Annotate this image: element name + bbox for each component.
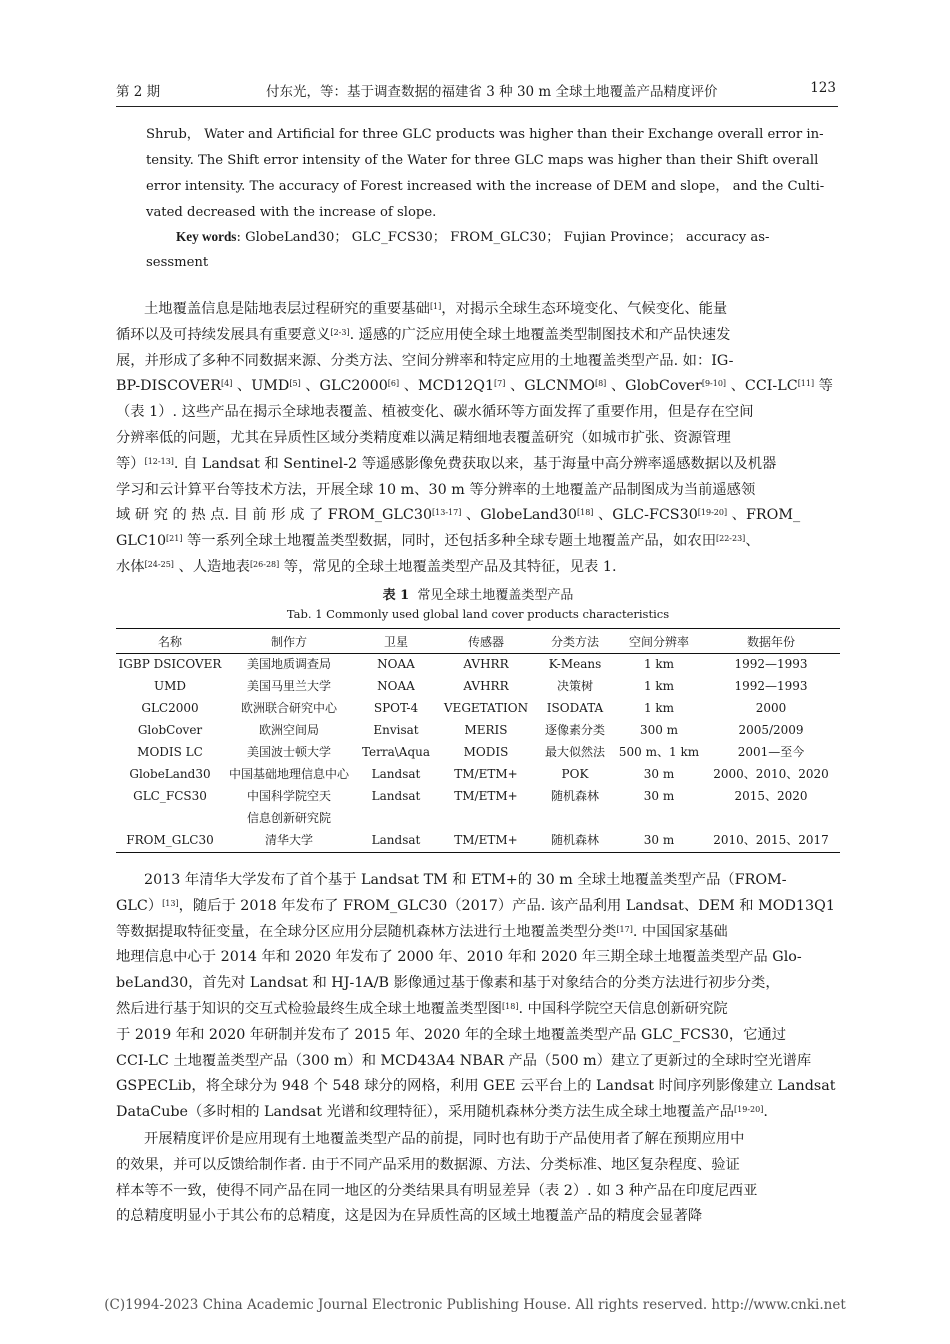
citation: [4] bbox=[221, 379, 233, 389]
citation: [13-17] bbox=[432, 508, 462, 518]
keywords-text: : GlobeLand30； GLC_FCS30； FROM_GLC30； Fujian Province； accuracy as- bbox=[236, 230, 770, 245]
citation: [24-25] bbox=[144, 559, 174, 569]
citation: [5] bbox=[289, 379, 301, 389]
abstract-line: error intensity. The accuracy of Forest increased with the increase of DEM and slope， and the Culti- bbox=[146, 179, 825, 194]
paragraph-products: 2013 年清华大学发布了首个基于 Landsat TM 和 ETM+的 30 m 全球土地覆盖类型产品（FROM- GLC）[13]，随后于 2018 年发布了 FROM_GLC30（2017）产品. 该产品利用 Landsat、DEM 和 MOD13Q1 等数据提取特征变量，在全球分区应用分层随机森林方法进行土地覆盖类型分类[17]. 中国国家基础 地理信息中心于 2014 年和 2020 年发布了 2000 年、2010 年和 2020 年三期全球土地覆盖类型产品 Glo- beLand30，首先对 Landsat 和 HJ-1A/B 影像通过基于像素和基于对象结合的分类方法进行初步分类， 然后进行基于知识的交互式检验最终生成全球土地覆盖类型图[18]. 中国科学院空天信息创新研究院 于 2019 年和 2020 年研制并发布了 2015 年、2020 年的全球土地覆盖类型产品 GLC_FCS30，它通过 CCI-LC 土地覆盖类型产品（300 m）和 MCD43A4 NBAR 产品（500 m）建立了更新过的全球时空光谱库 GSPECLib，将全球分为 948 个 548 球分的网格，利用 GEE 云平台上的 Landsat 时间序列影像建立 Landsat DataCube（多时相的 Landsat 光谱和纹理特征），采用随机森林分类方法生成全球土地覆盖产品[19-20]. bbox=[116, 872, 836, 1121]
col-header: 传感器 bbox=[438, 629, 534, 654]
citation: [26-28] bbox=[249, 559, 280, 569]
col-header: 数据年份 bbox=[702, 629, 840, 654]
land-cover-products-table bbox=[116, 628, 840, 853]
page-number: 123 bbox=[810, 80, 836, 96]
table-row: GLC_FCS30 中国科学院空天 Landsat TM/ETM+ 随机森林 30 m 2015、2020 bbox=[133, 789, 808, 803]
running-title: 付东光，等：基于调查数据的福建省 3 种 30 m 全球土地覆盖产品精度评价 bbox=[266, 84, 718, 100]
citation: [19-20] bbox=[734, 1105, 764, 1115]
citation: [1] bbox=[429, 302, 442, 311]
table-row: FROM_GLC30 清华大学 Landsat TM/ETM+ 随机森林 30 m 2010、2015、2017 bbox=[116, 830, 840, 853]
citation: [17] bbox=[616, 924, 633, 934]
citation: [22-23] bbox=[716, 534, 746, 544]
citation: [8] bbox=[594, 379, 607, 389]
table-label: 表 1 bbox=[382, 588, 410, 603]
keywords-label: Key words bbox=[176, 229, 237, 244]
abstract-line: Shrub， Water and Artificial for three GLC products was higher than their Exchange overall error in- bbox=[146, 127, 824, 142]
citation: [18] bbox=[577, 508, 594, 518]
table-row: IGBP DSICOVER 美国地质调查局 NOAA AVHRR K-Means 1 km 1992—1993 bbox=[118, 657, 808, 671]
copyright-footer: (C)1994-2023 China Academic Journal Electronic Publishing House. All rights reserved. http://www.cnki.net bbox=[104, 1297, 846, 1313]
keywords-cont bbox=[146, 250, 816, 276]
citation: [9-10] bbox=[701, 379, 727, 389]
col-header: 卫星 bbox=[354, 629, 438, 654]
citation: [11] bbox=[797, 379, 815, 389]
abstract-tail bbox=[146, 122, 825, 226]
table-caption: 表 1 常见全球土地覆盖类型产品 bbox=[382, 588, 574, 603]
table-caption-en: Tab. 1 Commonly used global land cover products characteristics bbox=[286, 607, 670, 621]
citation: [19-20] bbox=[697, 508, 728, 518]
citation: [18] bbox=[502, 1001, 519, 1011]
citation: [7] bbox=[494, 379, 506, 389]
table-row: GLC2000 欧洲联合研究中心 SPOT-4 VEGETATION ISODATA 1 km 2000 bbox=[141, 701, 787, 715]
col-header: 名称 bbox=[116, 629, 224, 654]
keywords-text-cont: sessment bbox=[146, 255, 209, 270]
citation: [6] bbox=[387, 379, 400, 389]
keywords bbox=[176, 224, 816, 251]
table-row: GlobCover 欧洲空间局 Envisat MERIS 逐像素分类 300 m 2005/2009 bbox=[137, 723, 804, 737]
abstract-line: tensity. The Shift error intensity of the Water for three GLC maps was higher than their Shift overall bbox=[146, 153, 819, 168]
issue-number: 第 2 期 bbox=[116, 84, 161, 100]
table-header-row bbox=[116, 629, 840, 654]
table-row: UMD 美国马里兰大学 NOAA AVHRR 决策树 1 km 1992—1993 bbox=[153, 679, 808, 693]
paragraph-intro: 土地覆盖信息是陆地表层过程研究的重要基础[1]，对揭示全球生态环境变化、气候变化、能量 循环以及可持续发展具有重要意义[2-3]. 遥感的广泛应用使全球土地覆盖类型制图技术和产品快速发 展，并形成了多种不同数据来源、分类方法、空间分辨率和特定应用的土地覆盖类型产品. 如：IG- BP-DISCOVER[4] 、UMD[5] 、GLC2000[6] 、MCD12Q1[7] 、GLCNMO[8] 、GlobCover[9-10] 、CCI-LC[11] 等 （表 1）. 这些产品在揭示全球地表覆盖、植被变化、碳水循环等方面发挥了重要作用，但是存在空间 分辨率低的问题，尤其在异质性区域分类精度难以满足精细地表覆盖研究（如城市扩张、资源管理 等）[12-13]. 自 Landsat 和 Sentinel-2 等遥感影像免费获取以来，基于海量中高分辨率遥感数据以及机器 学习和云计算平台等技术方法，开展全球 10 m、30 m 等分辨率的土地覆盖产品制图成为当前遥感领 域 研 究 的 热 点. 目 前 形 成 了 FROM_GLC30[13-17] 、GlobeLand30[18] 、GLC-FCS30[19-20] 、FROM_ GLC10[21] 等一系列全球土地覆盖类型数据，同时，还包括多种全球专题土地覆盖产品，如农田[22-23]、 水体[24-25] 、人造地表[26-28] 等，常见的全球土地覆盖类型产品及其特征，见表 1. bbox=[116, 301, 833, 575]
col-header: 分类方法 bbox=[534, 629, 616, 654]
col-header: 制作方 bbox=[224, 629, 354, 654]
citation: [12-13] bbox=[144, 456, 174, 466]
table-row: MODIS LC 美国波士顿大学 Terra\Aqua MODIS 最大似然法 500 m、1 km 2001—至今 bbox=[137, 745, 805, 759]
paragraph-accuracy: 开展精度评价是应用现有土地覆盖类型产品的前提，同时也有助于产品使用者了解在预期应用中 的效果，并可以反馈给制作者. 由于不同产品采用的数据源、方法、分类标准、地区复杂程度、验证 样本等不一致，使得不同产品在同一地区的分类结果具有明显差异（表 2）. 如 3 种产品在印度尼西亚 的总精度明显小于其公布的总精度，这是因为在异质性高的区域土地覆盖产品的精度会显著降 bbox=[116, 1131, 758, 1225]
citation: [21] bbox=[166, 534, 183, 544]
abstract-line: vated decreased with the increase of slope. bbox=[146, 205, 437, 220]
table-row: GlobeLand30 中国基础地理信息中心 Landsat TM/ETM+ POK 30 m 2000、2010、2020 bbox=[129, 767, 829, 781]
running-header bbox=[116, 80, 836, 102]
citation: [2-3] bbox=[330, 327, 350, 337]
citation: [13] bbox=[162, 898, 179, 908]
header-rule bbox=[116, 106, 838, 107]
col-header: 空间分辨率 bbox=[616, 629, 702, 654]
table-row-continuation: 信息创新研究院 bbox=[246, 811, 331, 825]
